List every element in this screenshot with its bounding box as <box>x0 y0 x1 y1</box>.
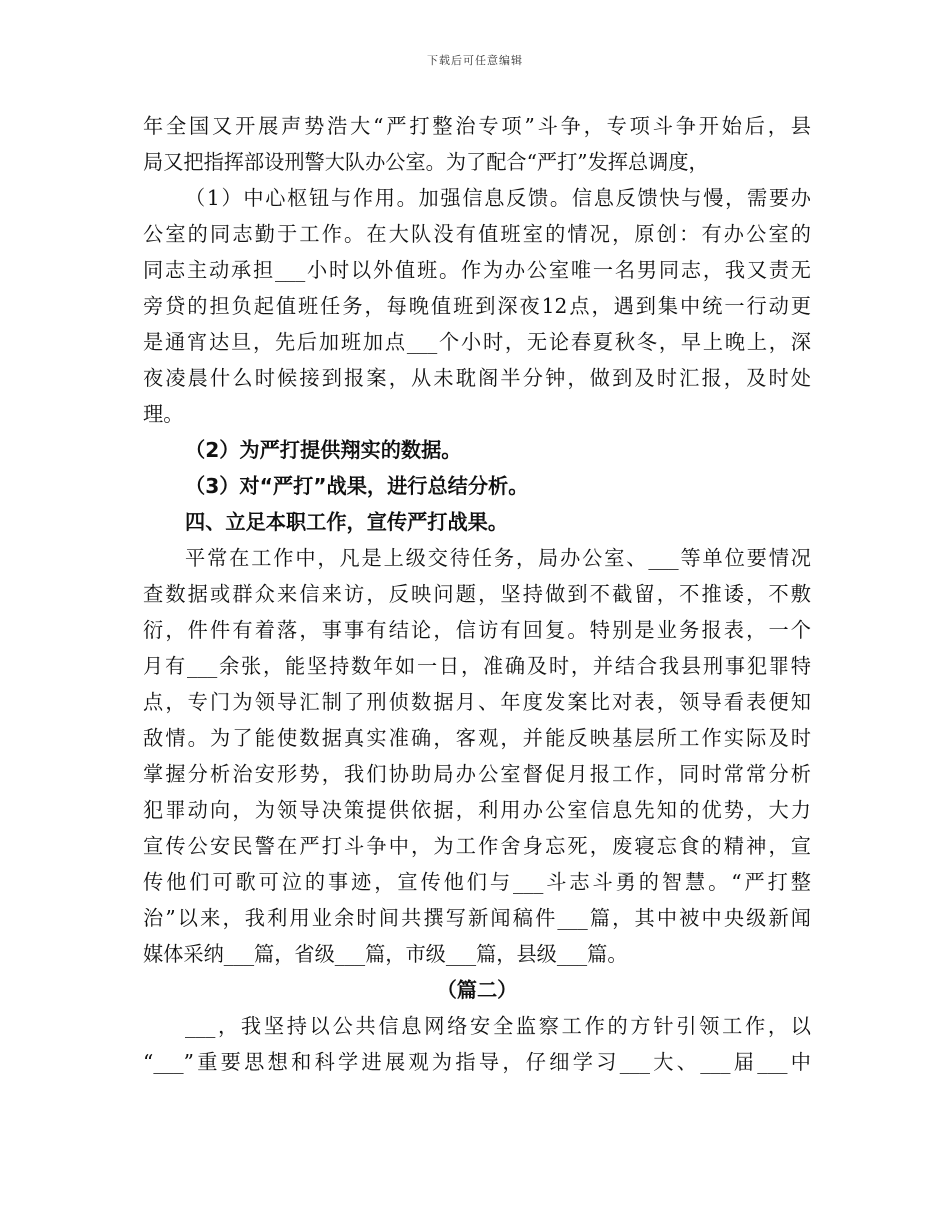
paragraph-line: 治”以来，我利用业余时间共撰写新闻稿件___篇，其中被中央级新闻 <box>143 906 811 930</box>
paragraph-line: 夜凌晨什么时候接到报案，从未耽阁半分钟，做到及时汇报，及时处 <box>143 366 811 390</box>
paragraph-line: 传他们可歌可泣的事迹，宣传他们与___斗志斗勇的智慧。“严打整 <box>143 870 811 894</box>
section-heading: 四、立足本职工作，宣传严打战果。 <box>185 510 509 534</box>
section-heading: （3）对“严打”战果，进行总结分析。 <box>185 474 529 498</box>
paragraph-line: 理。 <box>143 402 184 426</box>
paragraph-line: （1）中心枢钮与作用。加强信息反馈。信息反馈快与慢，需要办 <box>185 186 811 210</box>
paragraph-line: 公室的同志勤于工作。在大队没有值班室的情况，原创：有办公室的 <box>143 222 811 246</box>
paragraph-line: 局又把指挥部设刑警大队办公室。为了配合“严打”发挥总调度， <box>143 150 709 174</box>
page-header: 下载后可任意编辑 <box>427 54 523 67</box>
paragraph-line: 点，专门为领导汇制了刑侦数据月、年度发案比对表，领导看表便知 <box>143 690 811 714</box>
document-body <box>143 108 811 1080</box>
paragraph-line: ___，我坚持以公共信息网络安全监察工作的方针引领工作，以 <box>185 1014 811 1038</box>
paragraph-line: “___”重要思想和科学进展观为指导，仔细学习___大、___届___中 <box>143 1050 811 1074</box>
paragraph-line: 旁贷的担负起值班任务，每晚值班到深夜12点，遇到集中统一行动更 <box>143 294 811 318</box>
paragraph-line: 年全国又开展声势浩大“严打整治专项”斗争，专项斗争开始后，县 <box>143 114 811 138</box>
paragraph-line: 查数据或群众来信来访，反映问题，坚持做到不截留，不推诿，不敷 <box>143 582 811 606</box>
paragraph-line: 衍，件件有着落，事事有结论，信访有回复。特别是业务报表，一个 <box>143 618 811 642</box>
section-title: （篇二） <box>436 978 518 1002</box>
paragraph-line: 平常在工作中，凡是上级交待任务，局办公室、___等单位要情况 <box>185 546 811 570</box>
paragraph-line: 犯罪动向，为领导决策提供依据，利用办公室信息先知的优势，大力 <box>143 798 811 822</box>
paragraph-line: 媒体采纳___篇，省级___篇，市级___篇，县级___篇。 <box>143 942 628 966</box>
paragraph-line: 是通宵达旦，先后加班加点___个小时，无论春夏秋冬，早上晚上，深 <box>143 330 811 354</box>
paragraph-line: 敌情。为了能使数据真实准确，客观，并能反映基层所工作实际及时 <box>143 726 811 750</box>
paragraph-line: 掌握分析治安形势，我们协助局办公室督促月报工作，同时常常分析 <box>143 762 811 786</box>
paragraph-line: 同志主动承担___小时以外值班。作为办公室唯一名男同志，我又责无 <box>143 258 811 282</box>
paragraph-line: 月有___余张，能坚持数年如一日，准确及时，并结合我县刑事犯罪特 <box>143 654 811 678</box>
section-heading: （2）为严打提供翔实的数据。 <box>185 438 462 462</box>
paragraph-line: 宣传公安民警在严打斗争中，为工作舍身忘死，废寝忘食的精神，宣 <box>143 834 811 858</box>
